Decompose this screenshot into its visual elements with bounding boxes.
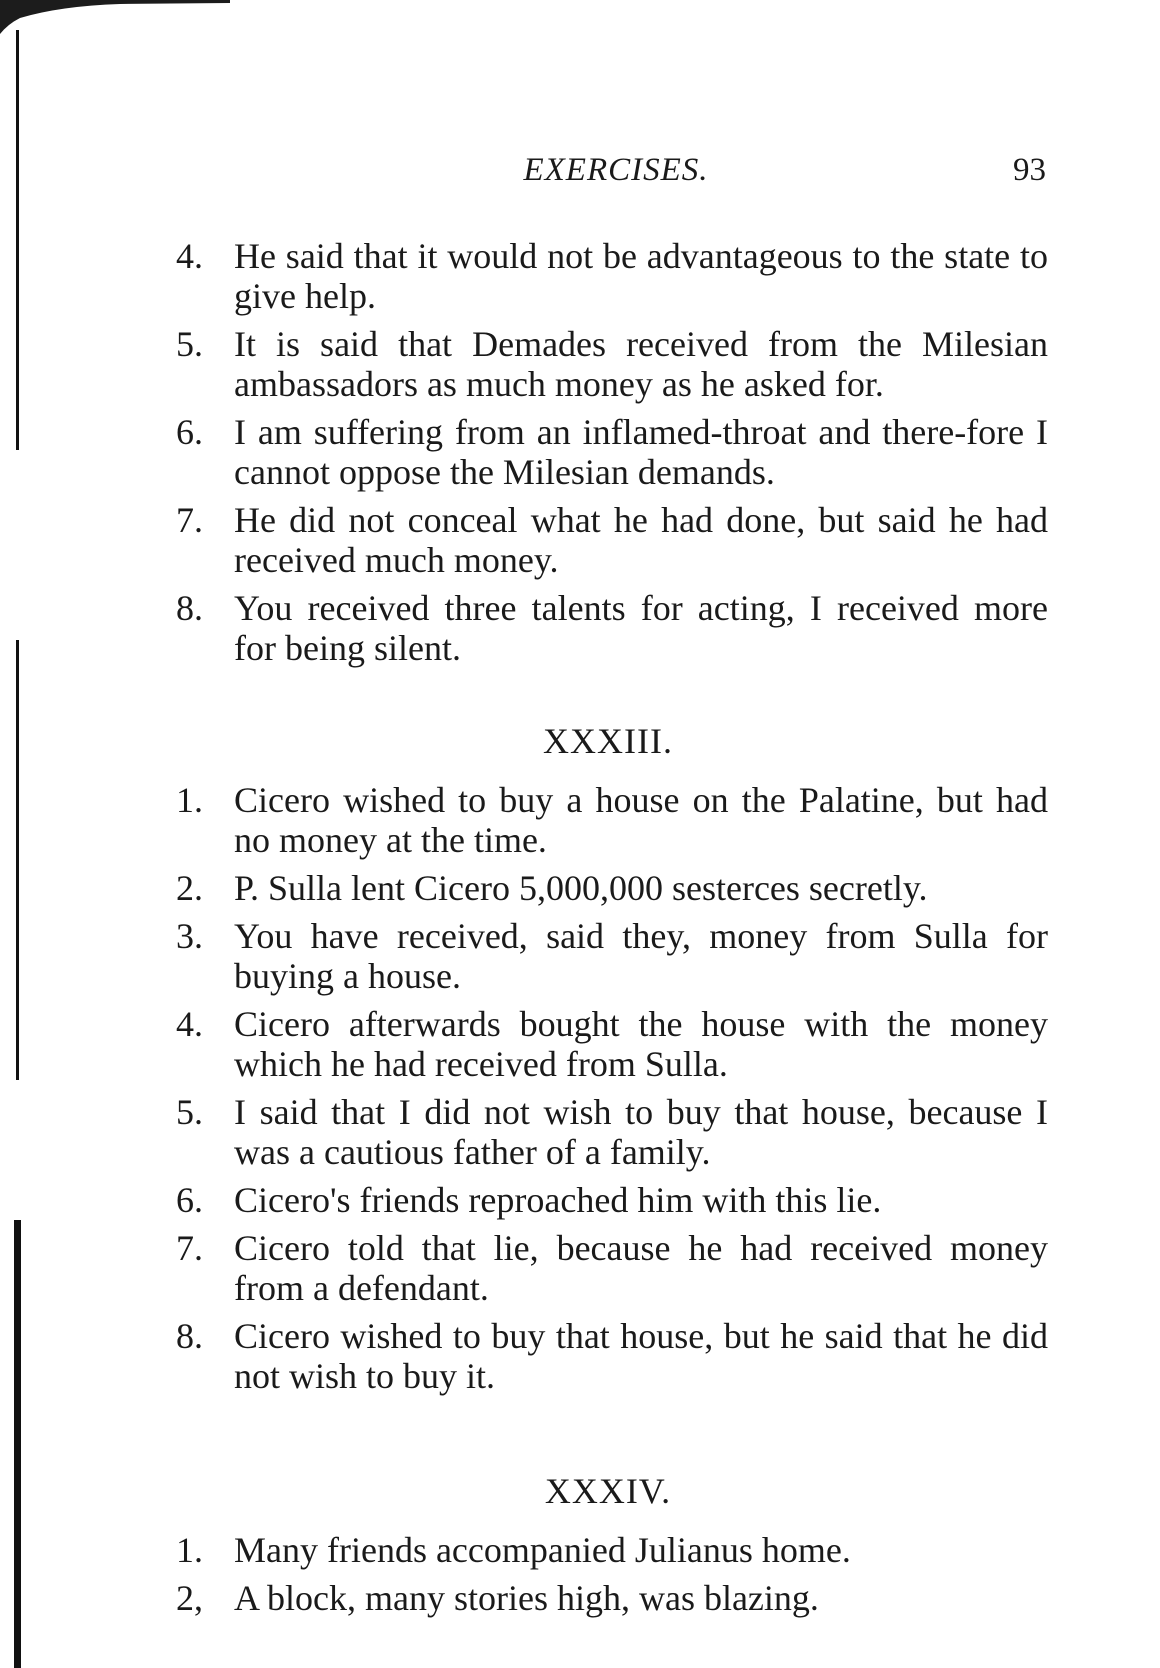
exercise-number: 4.	[176, 1004, 203, 1044]
exercise-item	[128, 1578, 1048, 1618]
exercise-item	[128, 412, 1048, 492]
binding-edge-middle	[16, 640, 19, 1080]
running-title: EXERCISES.	[523, 152, 709, 188]
exercise-number: 7.	[176, 500, 203, 540]
exercise-text: I am suffering from an inflamed-throat and there-fore I cannot oppose the Milesian demands.	[234, 412, 1048, 492]
exercise-number: 8.	[176, 588, 203, 628]
exercise-item	[128, 1092, 1048, 1172]
exercise-item	[128, 1228, 1048, 1308]
exercise-text: Cicero wished to buy that house, but he said that he did not wish to buy it.	[234, 1316, 1048, 1396]
exercise-section-xxxiv	[128, 1470, 1048, 1626]
exercise-item	[128, 236, 1048, 316]
exercise-item	[128, 868, 1048, 908]
exercise-item	[128, 1316, 1048, 1396]
exercise-item	[128, 500, 1048, 580]
binding-edge-lower	[14, 1220, 21, 1668]
exercise-text: Cicero afterwards bought the house with the money which he had received from Sulla.	[234, 1004, 1048, 1084]
exercise-number: 2.	[176, 868, 203, 908]
exercise-number: 5.	[176, 1092, 203, 1132]
exercise-text: A block, many stories high, was blazing.	[234, 1578, 819, 1618]
exercise-item	[128, 1530, 1048, 1570]
running-head	[186, 152, 1046, 202]
exercise-text: It is said that Demades received from the Milesian ambassadors as much money as he asked for.	[234, 324, 1048, 404]
exercise-item	[128, 916, 1048, 996]
exercise-number: 1.	[176, 1530, 203, 1570]
binding-edge-upper	[16, 30, 19, 450]
exercise-text: You received three talents for acting, I received more for being silent.	[234, 588, 1048, 668]
exercise-number: 1.	[176, 780, 203, 820]
exercise-item	[128, 1004, 1048, 1084]
exercise-text: Cicero's friends reproached him with this lie.	[234, 1180, 882, 1220]
exercise-item	[128, 780, 1048, 860]
exercise-section-xxxiii	[128, 720, 1048, 1404]
exercise-list-continued	[128, 236, 1048, 676]
exercise-text: Many friends accompanied Julianus home.	[234, 1530, 851, 1570]
exercise-number: 5.	[176, 324, 203, 364]
scan-corner-smudge	[0, 0, 230, 40]
exercise-text: P. Sulla lent Cicero 5,000,000 sesterces secretly.	[234, 868, 928, 908]
exercise-number: 8.	[176, 1316, 203, 1356]
exercise-item	[128, 324, 1048, 404]
exercise-number: 6.	[176, 1180, 203, 1220]
exercise-text: He said that it would not be advantageous to the state to give help.	[234, 236, 1048, 316]
section-heading: XXXIV.	[544, 1471, 672, 1511]
exercise-text: You have received, said they, money from Sulla for buying a house.	[234, 916, 1048, 996]
exercise-item	[128, 1180, 1048, 1220]
page-number: 93	[1013, 152, 1046, 188]
exercise-text: I said that I did not wish to buy that house, because I was a cautious father of a family.	[234, 1092, 1048, 1172]
exercise-number: 6.	[176, 412, 203, 452]
section-heading: XXXIII.	[543, 721, 673, 761]
exercise-number: 7.	[176, 1228, 203, 1268]
exercise-number: 3.	[176, 916, 203, 956]
exercise-number: 4.	[176, 236, 203, 276]
exercise-number: 2,	[176, 1578, 203, 1618]
exercise-text: Cicero wished to buy a house on the Palatine, but had no money at the time.	[234, 780, 1048, 860]
exercise-item	[128, 588, 1048, 668]
exercise-text: Cicero told that lie, because he had received money from a defendant.	[234, 1228, 1048, 1308]
exercise-text: He did not conceal what he had done, but said he had received much money.	[234, 500, 1048, 580]
